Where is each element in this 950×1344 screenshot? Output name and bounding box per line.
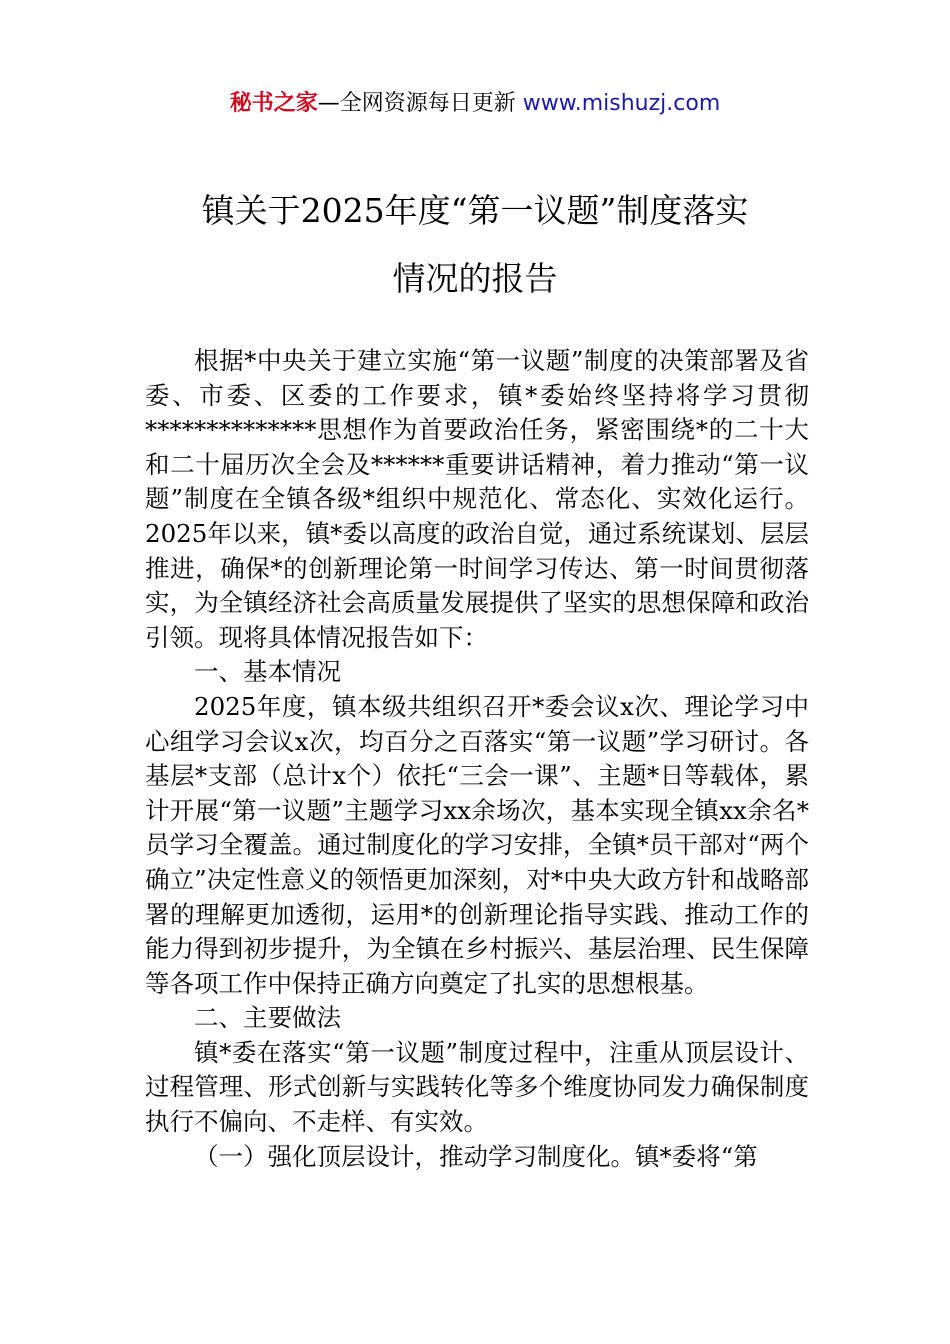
intro-paragraph: 根据*中央关于建立实施“第一议题”制度的决策部署及省委、市委、区委的工作要求，镇*委始终坚持将学习贯彻**************思想作为首要政治任务，紧密围绕*的二十大和二十届历次全会及******重要讲话精神，着力推动“第一议题”制度在全镇各级*组织中规范化、常态化、实效化运行。2025年以来，镇*委以高度的政治自觉，通过系统谋划、层层推进，确保*的创新理论第一时间学习传达、第一时间贯彻落实，为全镇经济社会高质量发展提供了坚实的思想保障和政治引领。现将具体情况报告如下：	[145, 346, 809, 652]
document-body	[145, 344, 809, 1174]
site-url-link[interactable]: www.mishuzj.com	[522, 91, 721, 116]
document-title-line-1: 镇关于2025年度“第一议题”制度落实	[201, 191, 749, 230]
section-heading-main-practices: 二、主要做法	[194, 1003, 341, 1033]
subsection-1-paragraph: （一）强化顶层设计，推动学习制度化。镇*委将“第	[194, 1141, 758, 1171]
section-heading-basic-situation: 一、基本情况	[194, 657, 341, 687]
document-title-line-2: 情况的报告	[392, 259, 558, 298]
brand-name: 秘书之家	[229, 91, 318, 116]
main-practices-paragraph: 镇*委在落实“第一议题”制度过程中，注重从顶层设计、过程管理、形式创新与实践转化等多个维度协同发力确保制度执行不偏向、不走样、有实效。	[145, 1037, 809, 1137]
header-slogan: —全网资源每日更新	[317, 91, 516, 116]
basic-situation-paragraph: 2025年度，镇本级共组织召开*委会议x次、理论学习中心组学习会议x次，均百分之百落实“第一议题”学习研讨。各基层*支部（总计x个）依托“三会一课”、主题*日等载体，累计开展“第一议题”主题学习xx余场次，基本实现全镇xx余名*员学习全覆盖。通过制度化的学习安排，全镇*员干部对“两个确立”决定性意义的领悟更加深刻，对*中央大政方针和战略部署的理解更加透彻，运用*的创新理论指导实践、推动工作的能力得到初步提升，为全镇在乡村振兴、基层治理、民生保障等各项工作中保持正确方向奠定了扎实的思想根基。	[145, 691, 809, 998]
site-header	[0, 88, 950, 120]
